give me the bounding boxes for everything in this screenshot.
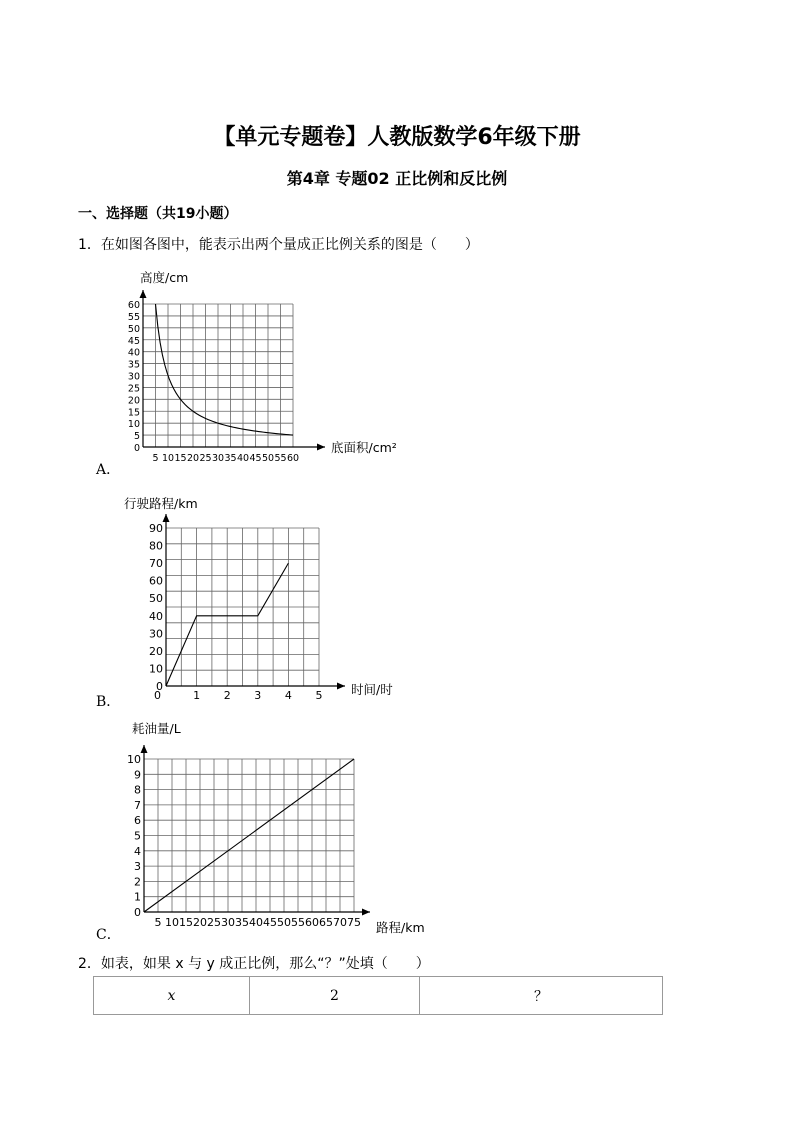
x-tick-label: 40 [249,916,263,929]
y-tick-label: 20 [149,644,163,658]
x-tick-label: 10 [165,916,179,929]
series-line [156,304,294,435]
y-axis-arrow-icon [141,745,148,753]
x-tick-label: 50 [261,453,275,464]
x-tick-label: 20 [193,916,207,929]
y-tick-label: 50 [127,323,140,335]
x-tick-label: 45 [263,916,277,929]
chart-b [110,490,410,710]
x-tick-label: 5 [152,453,159,464]
question-1-stem: 1．在如图各图中，能表示出两个量成正比例关系的图是（ ） [78,237,479,253]
y-tick-label: 10 [149,662,163,676]
y-tick-label: 70 [149,557,163,571]
x-axis-label: 路程/km [376,920,425,935]
x-tick-label: 5 [154,916,162,929]
x-tick-label: 55 [274,453,287,464]
x-tick-label: 15 [174,453,187,464]
y-tick-label: 20 [127,395,140,407]
y-tick-label: 0 [134,906,141,919]
y-axis-label: 耗油量/L [132,721,181,736]
x-axis-arrow-icon [317,444,325,451]
y-tick-label: 45 [127,335,140,347]
y-tick-label: 5 [134,829,141,843]
y-tick-label: 0 [156,680,163,693]
chart-c [110,715,440,940]
y-tick-label: 50 [149,592,163,606]
document-subtitle: 第4章 专题02 正比例和反比例 [286,169,508,188]
x-tick-label: 25 [207,916,221,929]
x-tick-label: 60 [305,916,319,929]
y-tick-label: 4 [134,844,141,858]
y-tick-label: 55 [127,311,140,323]
y-tick-label: 30 [149,627,163,641]
x-tick-label: 0 [154,689,161,702]
y-tick-label: 15 [127,407,140,419]
x-tick-label: 45 [249,453,262,464]
x-tick-label: 30 [221,916,235,929]
y-tick-label: 9 [134,768,141,782]
q2-table [93,976,663,1015]
y-tick-label: 10 [127,753,141,766]
y-tick-label: 6 [134,814,141,828]
question-2-stem: 2．如表，如果 x 与 y 成正比例，那么“？”处填（ ） [78,956,430,972]
table-cell: x [94,977,250,1015]
x-tick-label: 40 [236,453,250,464]
option-b-label[interactable]: B． [96,694,121,710]
x-tick-label: 10 [161,453,175,464]
y-tick-label: 1 [134,890,141,904]
x-tick-label: 1 [193,689,201,702]
y-tick-label: 8 [134,783,141,797]
x-tick-label: 35 [235,916,249,929]
y-tick-label: 35 [127,359,140,371]
option-c-label[interactable]: C． [96,927,121,943]
section-heading: 一、选择题（共19小题） [78,206,238,222]
x-tick-label: 20 [186,453,200,464]
table-cell: 2 [249,977,419,1015]
y-tick-label: 7 [134,798,141,812]
x-tick-label: 50 [277,916,291,929]
x-tick-label: 65 [319,916,333,929]
table-cell: ？ [420,977,663,1015]
x-tick-label: 25 [199,453,212,464]
x-tick-label: 3 [254,689,262,702]
y-axis-label: 高度/cm [140,270,189,285]
y-tick-label: 30 [127,371,140,383]
y-tick-label: 0 [133,443,140,454]
y-tick-label: 40 [127,347,140,359]
x-tick-label: 5 [315,689,323,702]
y-tick-label: 25 [127,383,140,395]
chart-a [110,265,450,475]
y-tick-label: 80 [149,539,163,553]
option-a-label[interactable]: A． [96,462,121,478]
x-tick-label: 55 [291,916,305,929]
y-tick-label: 60 [127,300,140,311]
y-tick-label: 90 [149,522,163,535]
x-tick-label: 70 [333,916,347,929]
x-tick-label: 35 [224,453,237,464]
x-tick-label: 15 [179,916,193,929]
x-tick-label: 75 [347,916,361,929]
document-title: 【单元专题卷】人教版数学6年级下册 [213,125,581,150]
x-axis-label: 底面积/cm² [331,440,397,455]
table-row [94,977,663,1015]
x-axis-label: 时间/时 [351,682,393,697]
y-axis-arrow-icon [163,514,170,522]
x-tick-label: 30 [211,453,225,464]
x-axis-arrow-icon [362,909,370,916]
y-tick-label: 10 [127,419,140,431]
y-tick-label: 5 [133,431,140,443]
y-tick-label: 2 [134,875,141,889]
y-tick-label: 60 [149,574,163,588]
x-tick-label: 60 [286,453,300,464]
y-axis-label: 行驶路程/km [124,496,198,511]
y-axis-arrow-icon [140,290,147,298]
x-tick-label: 2 [223,689,231,702]
x-axis-arrow-icon [337,683,345,690]
y-tick-label: 3 [134,860,141,874]
y-tick-label: 40 [149,609,163,623]
x-tick-label: 4 [284,689,292,702]
